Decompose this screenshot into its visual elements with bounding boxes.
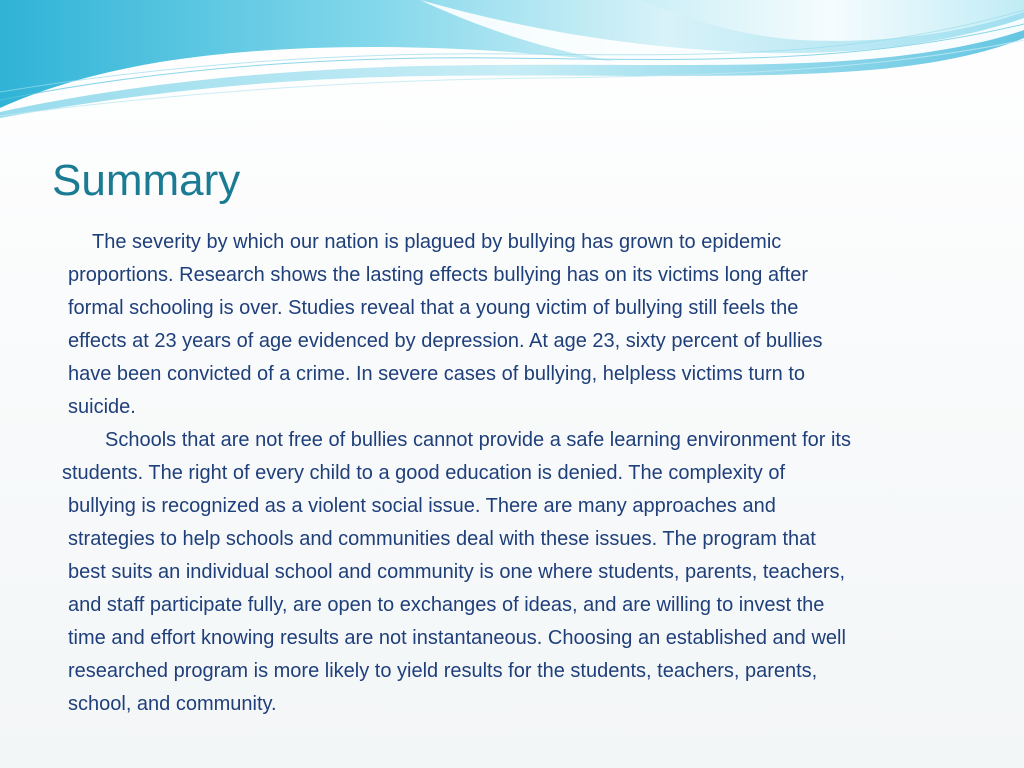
body-line: bullying is recognized as a violent social issue. There are many approaches and [68,495,776,517]
body-line: proportions. Research shows the lasting effects bullying has on its victims long after [68,264,808,286]
body-line: The severity by which our nation is plagued by bullying has grown to epidemic [92,231,782,253]
body-line: effects at 23 years of age evidenced by depression. At age 23, sixty percent of bullies [68,330,823,352]
body-line: time and effort knowing results are not instantaneous. Choosing an established and well [68,627,846,649]
body-line: and staff participate fully, are open to exchanges of ideas, and are willing to invest the [68,594,825,616]
slide-title: Summary [52,156,241,205]
body-line: suicide. [68,396,136,418]
body-line: strategies to help schools and communities deal with these issues. The program that [68,528,816,550]
body-line: Schools that are not free of bullies cannot provide a safe learning environment for its [105,429,851,451]
body-line: have been convicted of a crime. In severe cases of bullying, helpless victims turn to [68,363,806,385]
body-line: formal schooling is over. Studies reveal that a young victim of bullying still feels the [68,297,799,319]
body-line: best suits an individual school and community is one where students, parents, teachers, [68,561,846,583]
body-line: school, and community. [68,693,277,715]
body-line: students. The right of every child to a good education is denied. The complexity of [62,462,786,484]
body-line: researched program is more likely to yield results for the students, teachers, parents, [68,660,818,682]
